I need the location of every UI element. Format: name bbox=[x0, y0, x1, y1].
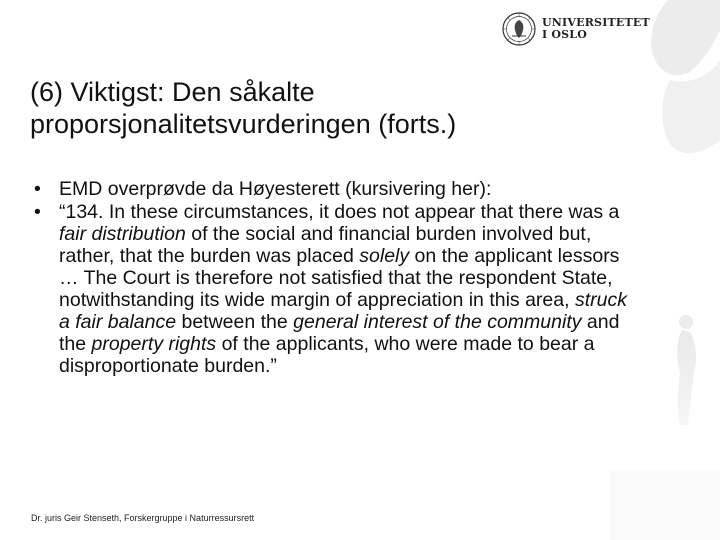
bullet-text-1: EMD overprøvde da Høyesterett (kursivering her): bbox=[59, 178, 492, 200]
university-name bbox=[542, 17, 650, 41]
title-line1: (6) Viktigst: Den såkalte bbox=[30, 77, 315, 107]
quote-text: and the bbox=[59, 311, 620, 355]
quote-text: on the applicant lessors … The Court is therefore not satisfied that the respondent State, notwithstanding its wide margin of appreciation in this area, bbox=[59, 245, 620, 311]
quote-text: between the bbox=[176, 311, 294, 333]
footer-author: Dr. juris Geir Stenseth, Forskergruppe i Naturressursrett bbox=[31, 513, 255, 523]
bullet-item-1 bbox=[34, 178, 634, 200]
quote-emphasis: solely bbox=[359, 245, 410, 267]
bullet-marker: • bbox=[34, 201, 41, 223]
quote-emphasis: struck a fair balance bbox=[59, 289, 627, 333]
quote-emphasis: fair distribution bbox=[59, 223, 186, 245]
quote-emphasis: general interest of the community bbox=[293, 311, 582, 333]
bullet-item-2 bbox=[34, 201, 634, 377]
university-seal-icon bbox=[502, 12, 536, 46]
logo-line2: I OSLO bbox=[542, 28, 588, 41]
quote-text: of the applicants, who were made to bear a disproportionate burden.” bbox=[59, 333, 595, 377]
slide-title bbox=[30, 76, 630, 140]
quote-emphasis: property rights bbox=[91, 333, 217, 355]
bullet-list bbox=[34, 178, 634, 377]
title-line2: proporsjonalitetsvurderingen (forts.) bbox=[30, 109, 457, 139]
university-logo[interactable] bbox=[502, 12, 650, 48]
bullet-marker: • bbox=[34, 178, 41, 200]
quote-text: “134. In these circumstances, it does not appear that there was a bbox=[59, 201, 620, 223]
logo-line1: UNIVERSITETET bbox=[542, 16, 650, 29]
quote-text: of the social and financial burden involved but, rather, that the burden was placed bbox=[59, 223, 592, 267]
